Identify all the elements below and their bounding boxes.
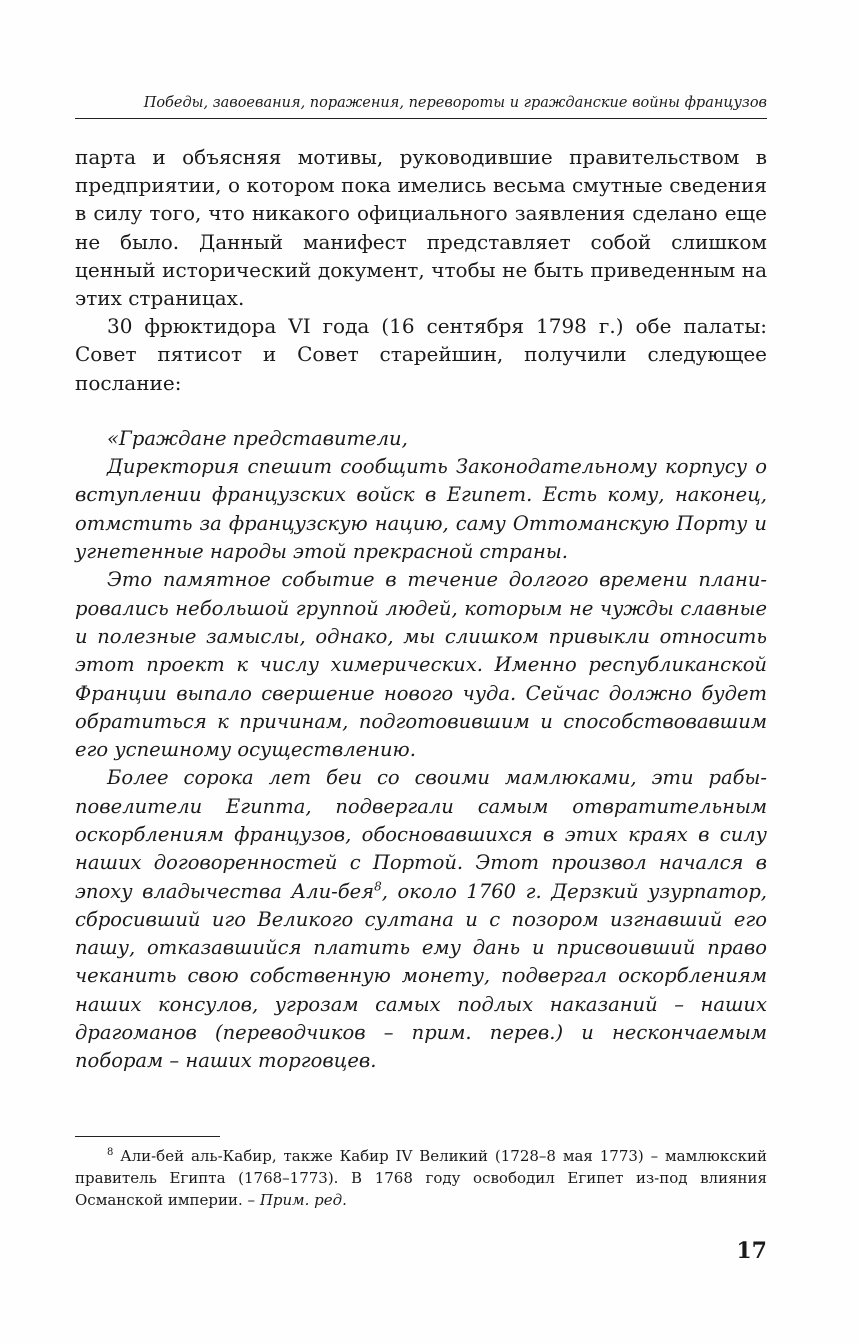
quote-salutation: «Граждане представители,: [107, 426, 408, 450]
quote-paragraph-3: [75, 764, 767, 1075]
body-paragraph-2: 30 фрюктидора VI года (16 сентября 1798 г.) обе палаты: Совет пятисот и Совет старейшин, получили следующее послание:: [75, 314, 767, 395]
page-number: 17: [736, 1238, 767, 1264]
header-rule: [75, 118, 767, 119]
body-paragraph-1: парта и объясняя мотивы, руководившие правительством в предприятии, о котором пока имелись весьма смутные сведения в силу того, что никакого официального заявления сделано еще не было. Данный манифест представляет собой слишком ценный исторический документ, чтобы не быть приведенным на этих страницах.: [75, 145, 767, 311]
footnote-text: Али-бей аль-Кабир, также Кабир IV Великий (1728–8 мая 1773) – мамлюкский правитель Египта (1768–1773). В 1768 году освободил Египет из-под влияния Османской империи. –: [75, 1147, 767, 1209]
quote-paragraph-2: Это памятное событие в течение долгого времени планировались небольшой группой людей, которым не чужды славные и полезные замыслы, однако, мы слишком привыкли относить этот проект к числу химерических. Именно республиканской Франции выпало свершение нового чуда. Сейчас должно будет обратиться к причинам, подготовившим и способствовавшим его успешному осуществлению.: [75, 568, 767, 762]
quote-paragraph-3-end: , около 1760 г. Дерзкий узурпатор, сбросивший иго Великого султана и с позором изгнавший его пашу, отказавшийся платить ему дань и присвоивший право чеканить свою собственную монету, подвергал оскорблениям наших консулов, угрозам самых подлых наказаний – наших драгоманов (переводчиков – прим. перев.) и нескончаемым поборам – наших торговцев.: [75, 879, 767, 1073]
main-text: [75, 143, 767, 1076]
footnote-mark: 8: [107, 1147, 114, 1158]
footnote-editor-note: Прим. ред.: [259, 1191, 347, 1209]
footnote-reference-8[interactable]: 8: [374, 879, 382, 894]
footnote-8: [75, 1145, 767, 1211]
footnote-rule: [75, 1136, 220, 1137]
running-header: Победы, завоевания, поражения, перевороты и гражданские войны французов: [143, 95, 767, 111]
manifesto-quote: [75, 425, 767, 1076]
paragraph-gap: [75, 397, 767, 425]
quote-paragraph-3-start: Более сорока лет беи со своими мамлюками, эти рабыповелители Египта, подвергали самым отвратительным оскорблениям французов, обосновавшихся в этих краях в силу наших договоренностей с Портой. Этот произвол начался в эпоху владычества Али-бея: [75, 766, 767, 903]
footnote-paragraph: [75, 1145, 767, 1211]
quote-paragraph-1: Директория спешит сообщить Законодательному корпусу о вступлении французских войск в Египет. Есть кому, наконец, отмстить за французскую нацию, саму Оттоманскую Порту и угнетенные народы этой прекрасной страны.: [75, 455, 767, 564]
